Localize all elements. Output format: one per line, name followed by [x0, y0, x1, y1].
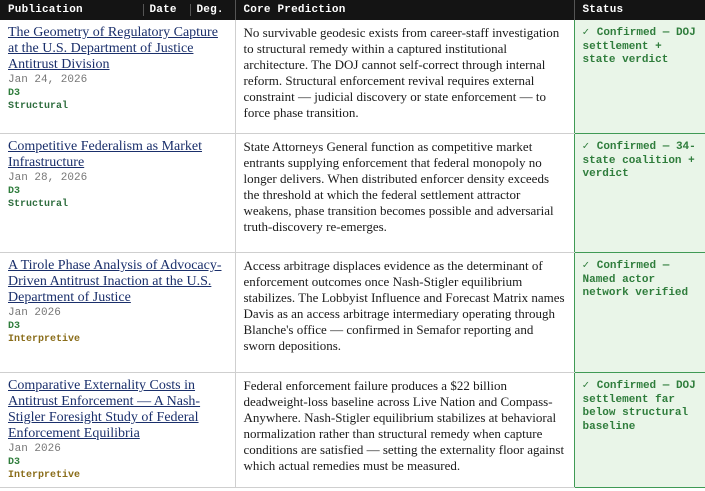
- status-text: Confirmed — DOJ settlement far below structural baseline: [582, 380, 696, 433]
- prediction-text: State Attorneys General function as competitive market entrants supplying enforcement that federal monopoly no longer delivers. When distributed enforcer density exceeds the threshold at which the federal settlement attractor weakens, phase transition becomes possible and adversarial truth-discovery re-emerges.: [235, 134, 574, 253]
- check-icon: ✓: [582, 141, 590, 153]
- header-row: [0, 0, 705, 20]
- table-row: [0, 253, 705, 373]
- status-cell: [574, 253, 705, 373]
- publication-date: Jan 24, 2026: [8, 74, 88, 86]
- degree-badge: D3: [8, 321, 21, 332]
- publication-date: Jan 28, 2026: [8, 172, 88, 184]
- check-icon: ✓: [582, 380, 590, 392]
- check-icon: ✓: [582, 27, 590, 39]
- prediction-text: No survivable geodesic exists from career-staff investigation to structural remedy within a captured institutional architecture. The DOJ cannot self-correct through internal reform. Structural enforcement revival requires external constraint — judicial discovery or state enforcement — to force phase transition.: [235, 20, 574, 134]
- header-status: Status: [574, 0, 705, 20]
- publication-link[interactable]: Competitive Federalism as Market Infrastructure: [8, 139, 203, 170]
- prediction-text: Access arbitrage displaces evidence as the determinant of enforcement outcomes once Nash-Stigler equilibrium stabilizes. The Lobbyist Influence and Forecast Matrix names Davis as an access arbitrage intermediary operating through Blanche's office — confirmed in Semafor reporting and sworn depositions.: [235, 253, 574, 373]
- publication-cell: [0, 20, 235, 134]
- publication-cell: [0, 373, 235, 488]
- header-date: Date: [143, 4, 190, 16]
- publication-date: Jan 2026: [8, 443, 61, 455]
- type-badge: Interpretive: [8, 334, 81, 345]
- status-text: Confirmed — Named actor network verified: [582, 260, 689, 299]
- table-row: [0, 20, 705, 134]
- type-badge: Structural: [8, 101, 69, 112]
- status-cell: [574, 20, 705, 134]
- check-icon: ✓: [582, 260, 590, 272]
- prediction-text: Federal enforcement failure produces a $22 billion deadweight-loss baseline across Live Nation and Compass-Anywhere. Nash-Stigler equilibrium stabilizes at behavioral normalization rather than structural remedy when capture conditions are satisfied — setting the externality floor against which actual remedies must be measured.: [235, 373, 574, 488]
- table-row: [0, 134, 705, 253]
- header-degree: Deg.: [190, 4, 227, 16]
- header-core-prediction: Core Prediction: [235, 0, 574, 20]
- publication-cell: [0, 134, 235, 253]
- type-badge: Interpretive: [8, 470, 81, 481]
- publication-link[interactable]: The Geometry of Regulatory Capture at the U.S. Department of Justice Antitrust Division: [8, 25, 218, 72]
- status-cell: [574, 134, 705, 253]
- publication-cell: [0, 253, 235, 373]
- status-cell: [574, 373, 705, 488]
- status-text: Confirmed — DOJ settlement + state verdict: [582, 27, 696, 66]
- publication-link[interactable]: Comparative Externality Costs in Antitrust Enforcement — A Nash-Stigler Foresight Study of Federal Enforcement Equilibria: [8, 378, 201, 441]
- publication-date: Jan 2026: [8, 307, 61, 319]
- status-text: Confirmed — 34-state coalition + verdict: [582, 141, 696, 180]
- table-row: [0, 373, 705, 488]
- type-badge: Structural: [8, 199, 69, 210]
- degree-badge: D3: [8, 88, 21, 99]
- header-publication-group: [0, 0, 235, 20]
- degree-badge: D3: [8, 186, 21, 197]
- degree-badge: D3: [8, 457, 21, 468]
- header-publication: Publication: [8, 4, 83, 16]
- publication-link[interactable]: A Tirole Phase Analysis of Advocacy-Driven Antitrust Inaction at the U.S. Department of Justice: [8, 258, 222, 305]
